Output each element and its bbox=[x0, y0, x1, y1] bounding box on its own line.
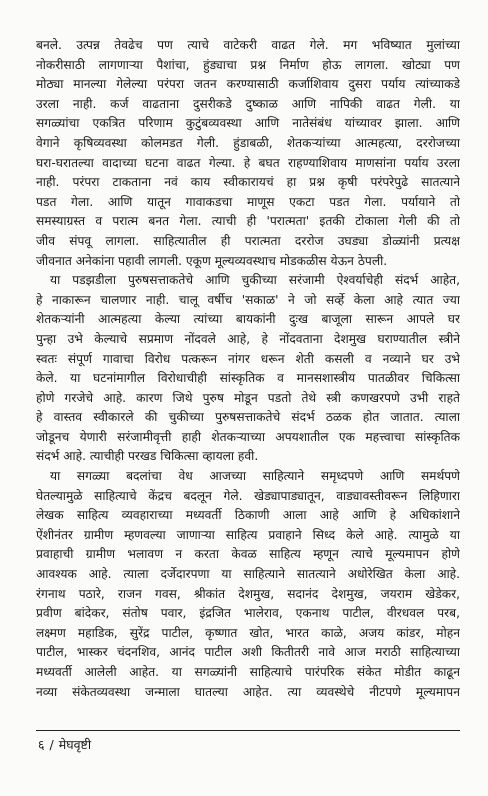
text-line: संदर्भ आहे. त्याचीही परखड चिकित्सा व्हायला हवी. bbox=[36, 449, 259, 464]
text-line: रंगनाथ पठारे, राजन गवस, श्रीकांत देशमुख, सदानंद देशमुख, जयराम खेडेकर, bbox=[36, 586, 460, 601]
text-line: जोडूनच येणारी सरंजामीवृत्ती हाही शेतकऱ्याच्या अपयशातील एक महत्त्वाचा सांस्कृतिक bbox=[36, 429, 460, 444]
text-line: नव्या संकेतव्यवस्था जन्माला घातल्या आहेत. त्या व्यवस्थेचे नीटपणे मूल्यमापन bbox=[36, 684, 460, 699]
text-line: नाही. परंपरा टाकताना नवं काय स्वीकारायचं हा प्रश्न कृषी परंपरेपुढे सातत्याने bbox=[36, 175, 460, 190]
text-line: होणे गरजेचे आहे. कारण जिथे पुरुष मोडून पडतो तेथे स्त्री कणखरपणे उभी राहते bbox=[36, 390, 460, 405]
text-line: जीव संपवू लागला. साहित्यातील ही परात्मता दररोज उघड्या डोळ्यांनी प्रत्यक्ष bbox=[36, 233, 460, 248]
text-line: मोठ्या मानल्या गेलेल्या परंपरा जतन करण्यासाठी कर्जाशिवाय दुसरा पर्याय त्यांच्याकडे bbox=[36, 77, 460, 92]
text-line: या सगळ्या बदलांचा वेध आजच्या साहित्याने समृध्दपणे आणि समर्थपणे bbox=[50, 469, 460, 484]
text-line: घरा-घरातल्या वादाच्या घटना वाढत गेल्या. हे बघत राहण्याशिवाय माणसांना पर्याय उरला bbox=[36, 155, 460, 170]
text-line: शेतकऱ्यांनी आत्महत्या केल्या त्यांच्या बायकांनी दुःख बाजूला सारून आपले घर bbox=[36, 312, 460, 327]
footer-rule bbox=[36, 730, 460, 731]
text-line: हे वास्तव स्वीकारले की चुकीच्या पुरुषसत्ताकतेचे संदर्भ ठळक होत जातात. त्याला bbox=[36, 410, 460, 425]
text-line: पाटील, भास्कर चंदनशिव, आनंद पाटील अशी कितीतरी नावे आज मराठी साहित्याच्या bbox=[36, 645, 460, 660]
text-line: लक्ष्मण महाडिक, सुरेंद्र पाटील, कृष्णात खोत, भारत काळे, अजय कांडर, मोहन bbox=[36, 625, 460, 640]
text-line: पडत गेला. आणि यातून गावाकडचा माणूस एकटा पडत गेला. पर्यायाने तो bbox=[36, 194, 460, 209]
book-title: मेघवृष्टी bbox=[58, 737, 92, 752]
text-line: केले. या घटनांमागील विरोधाचीही सांस्कृतिक व मानसशास्त्रीय पातळीवर चिकित्सा bbox=[36, 371, 460, 386]
text-line: बनले. उत्पन्न तेवढेच पण त्याचे वाटेकरी वाढत गेले. मग भविष्यात मुलांच्या bbox=[36, 38, 460, 52]
text-line: स्वतः संपूर्ण गावाचा विरोध पत्करून नांगर धरून शेती कसली व नव्याने घर उभे bbox=[36, 351, 460, 366]
page-number: ६ bbox=[38, 737, 45, 752]
text-line: समस्याग्रस्त व परात्म बनत गेला. त्याची ही 'परात्मता' इतकी टोकाला गेली की तो bbox=[36, 214, 460, 229]
text-line: ऐंशीनंतर ग्रामीण म्हणवल्या जाणाऱ्या साहित्य प्रवाहाने सिध्द केले आहे. त्यामुळे या bbox=[36, 527, 460, 542]
text-line: वेगाने कृषिव्यवस्था कोलमडत गेली. हुंडाबळी, शेतकऱ्यांच्या आत्महत्या, दररोजच्या bbox=[36, 135, 460, 150]
text-line: घेतल्यामुळे साहित्याचे केंद्रच बदलून गेले. खेड्यापाड्यातून, वाड्यावस्तीवरून लिहिणारा bbox=[36, 488, 460, 503]
text-line: या पडझडीला पुरुषसत्ताकतेचे आणि चुकीच्या सरंजामी ऐश्वर्याचेही संदर्भ आहेत, bbox=[50, 273, 460, 288]
text-line: जीवनात अनेकांना पहावी लागली. एकूण मूल्यव्यवस्थाच मोडकळीस येऊन ठेपली. bbox=[36, 253, 388, 268]
footer-separator: / bbox=[49, 737, 54, 752]
text-line: सगळ्यांचा एकत्रित परिणाम कुटुंबव्यवस्था आणि नातेसंबंध यांच्यावर झाला. आणि bbox=[36, 116, 460, 131]
body-text bbox=[36, 36, 460, 702]
text-line: मध्यवर्ती आलेली आहेत. या सगळ्यांनी साहित्याचे पारंपरिक संकेत मोडीत काढून bbox=[36, 665, 460, 679]
text-line: लेखक साहित्य व्यवहाराच्या मध्यवर्ती ठिकाणी आला आहे आणि हे अधिकांशाने bbox=[36, 508, 460, 523]
text-line: नोकरीसाठी लागणाऱ्या पैशांचा, हुंड्याचा प्रश्न निर्माण होऊ लागला. खोट्या पण bbox=[36, 57, 460, 72]
text-line: हे नाकारून चालणार नाही. चालू वर्षीच 'सकाळ' ने जो सर्व्हे केला आहे त्यात ज्या bbox=[36, 292, 460, 307]
page-footer bbox=[38, 736, 91, 754]
text-line: आवश्यक आहे. त्याला दर्जेदारपणा या साहित्याने सातत्याने अधोरेखित केला आहे. bbox=[36, 567, 460, 582]
text-line: प्रवाहाची ग्रामीण भलावण न करता केवळ साहित्य म्हणून त्याचे मूल्यमापन होणे bbox=[36, 547, 460, 562]
text-line: उरला नाही. कर्ज वाढताना दुसरीकडे दुष्काळ आणि नापिकी वाढत गेली. या bbox=[36, 96, 460, 111]
text-line: पुन्हा उभे केल्याचे सप्रमाण नोंदवले आहे, हे नोंदवताना देशमुख घराण्यातील स्त्रीने bbox=[36, 331, 460, 346]
text-line: प्रवीण बांदेकर, संतोष पवार, इंद्रजित भालेराव, एकनाथ पाटील, वीरधवल परब, bbox=[36, 606, 460, 621]
